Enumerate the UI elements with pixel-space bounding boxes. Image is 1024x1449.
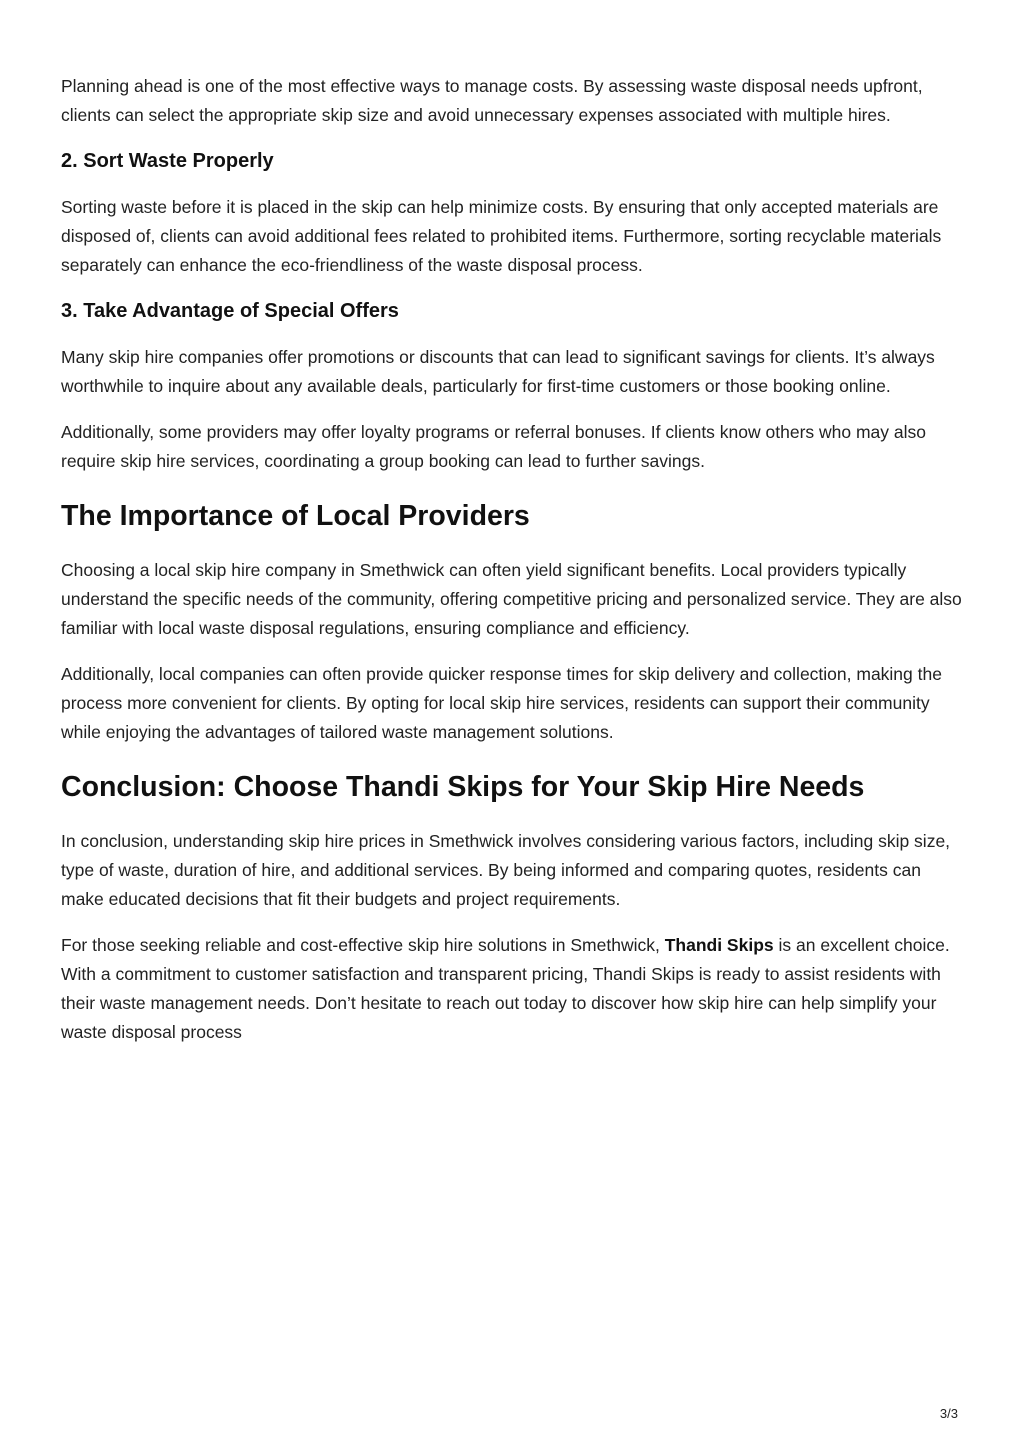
heading-special-offers: 3. Take Advantage of Special Offers (61, 300, 399, 322)
heading-local-providers: The Importance of Local Providers (61, 500, 530, 532)
heading-conclusion: Conclusion: Choose Thandi Skips for Your Skip Hire Needs (61, 771, 865, 803)
conclusion-text-rest: is an excellent choice. With a commitment to customer satisfaction and transparent pricing, Thandi Skips is ready to assist residents with their waste management needs. Don’t hesitate to reach out today to discover how skip hire can help simplify your waste disposal process (61, 935, 950, 1042)
paragraph-special-offers-1: Many skip hire companies offer promotions or discounts that can lead to significant savings for clients. It’s always worthwhile to inquire about any available deals, particularly for first-time customers or those booking online. (61, 347, 935, 396)
paragraph-sort-waste: Sorting waste before it is placed in the skip can help minimize costs. By ensuring that only accepted materials are disposed of, clients can avoid additional fees related to prohibited items. Furthermore, sorting recyclable materials separately can enhance the eco-friendliness of the waste disposal process. (61, 197, 942, 275)
paragraph-planning: Planning ahead is one of the most effective ways to manage costs. By assessing waste disposal needs upfront, clients can select the appropriate skip size and avoid unnecessary expenses associated with multiple hires. (61, 76, 923, 125)
heading-sort-waste: 2. Sort Waste Properly (61, 150, 274, 172)
paragraph-local-providers-2: Additionally, local companies can often provide quicker response times for skip delivery and collection, making the process more convenient for clients. By opting for local skip hire services, residents can support their community while enjoying the advantages of tailored waste management solutions. (61, 664, 942, 742)
paragraph-special-offers-2: Additionally, some providers may offer loyalty programs or referral bonuses. If clients know others who may also require skip hire services, coordinating a group booking can lead to further savings. (61, 422, 927, 471)
paragraph-conclusion-2 (61, 931, 965, 1047)
company-name-bold: Thandi Skips (664, 935, 774, 955)
paragraph-local-providers-1: Choosing a local skip hire company in Smethwick can often yield significant benefits. Local providers typically understand the specific needs of the community, offering competitive pricing and personalized service. They are also familiar with local waste disposal regulations, ensuring compliance and efficiency. (61, 560, 962, 638)
paragraph-conclusion-1: In conclusion, understanding skip hire prices in Smethwick involves considering various factors, including skip size, type of waste, duration of hire, and additional services. By being informed and comparing quotes, residents can make educated decisions that fit their budgets and project requirements. (61, 831, 951, 909)
document-body (61, 72, 965, 1064)
conclusion-text-lead: For those seeking reliable and cost-effective skip hire solutions in Smethwick, (61, 935, 665, 955)
page-number: 3/3 (939, 1406, 958, 1421)
